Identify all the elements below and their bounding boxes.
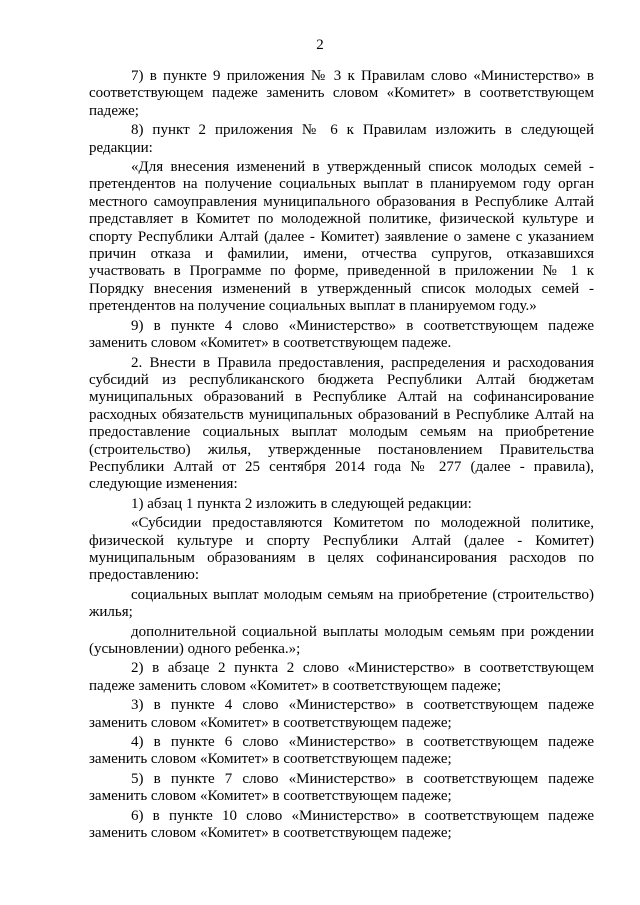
paragraph-section-2: 2. Внести в Правила предоставления, распределения и расходования субсидий из республиканского бюджета Республики Алтай бюджетам муниципальных образований в Республике Алтай на софинансирование расходных обязательств муниципальных образований в Республике Алтай на предоставление социальных выплат молодым семьям на приобретение (строительство) жилья, утвержденные постановлением Правительства Республики Алтай от 25 сентября 2014 года № 277 (далее - правила), следующие изменения: [89,354,594,493]
paragraph-item-8: 8) пункт 2 приложения № 6 к Правилам изложить в следующей редакции: [89,122,594,156]
paragraph-subitem-1: 1) абзац 1 пункта 2 изложить в следующей редакции: [131,495,472,512]
document-body [89,68,594,842]
paragraph-subitem-2: 2) в абзаце 2 пункта 2 слово «Министерство» в соответствующем падеже заменить словом «Комитет» в соответствующем падеже; [89,660,594,694]
paragraph-subitem-6: 6) в пункте 10 слово «Министерство» в соответствующем падеже заменить словом «Комитет» в соответствующем падеже; [89,807,594,842]
paragraph-subitem-4: 4) в пункте 6 слово «Министерство» в соответствующем падеже заменить словом «Комитет» в соответствующем падеже; [89,734,594,768]
paragraph-item-7: 7) в пункте 9 приложения № 3 к Правилам слово «Министерство» в соответствующем падеже заменить словом «Комитет» в соответствующем падеже; [89,68,594,119]
paragraph-social-payments: социальных выплат молодым семьям на приобретение (строительство) жилья; [89,586,594,621]
paragraph-item-9: 9) в пункте 4 слово «Министерство» в соответствующем падеже заменить словом «Комитет» в соответствующем падеже. [89,317,594,352]
paragraph-subitem-3: 3) в пункте 4 слово «Министерство» в соответствующем падеже заменить словом «Комитет» в соответствующем падеже; [89,697,594,731]
paragraph-additional-payment: дополнительной социальной выплаты молодым семьям при рождении (усыновлении) одного ребенка.»; [89,623,594,657]
paragraph-quote-replacement: «Для внесения изменений в утвержденный список молодых семей - претендентов на получение социальных выплат в планируемом году орган местного самоуправления муниципального образования в Республике Алтай представляет в Комитет по молодежной политике, физической культуре и спорту Республики Алтай (далее - Комитет) заявление о замене с указанием причин отказа и фамилии, имени, отчества супругов, отказавшихся участвовать в Программе по форме, приведенной в приложении № 1 к Порядку внесения изменений в утвержденный список молодых семей - претендентов на получение социальных выплат в планируемом году.» [89,159,594,315]
paragraph-quote-subsidies: «Субсидии предоставляются Комитетом по молодежной политике, физической культуре и спорту Республики Алтай (далее - Комитет) муниципальным образованиям в целях софинансирования расходов по предоставлению: [89,515,594,584]
paragraph-subitem-5: 5) в пункте 7 слово «Министерство» в соответствующем падеже заменить словом «Комитет» в соответствующем падеже; [89,770,594,805]
page-number: 2 [316,37,324,53]
